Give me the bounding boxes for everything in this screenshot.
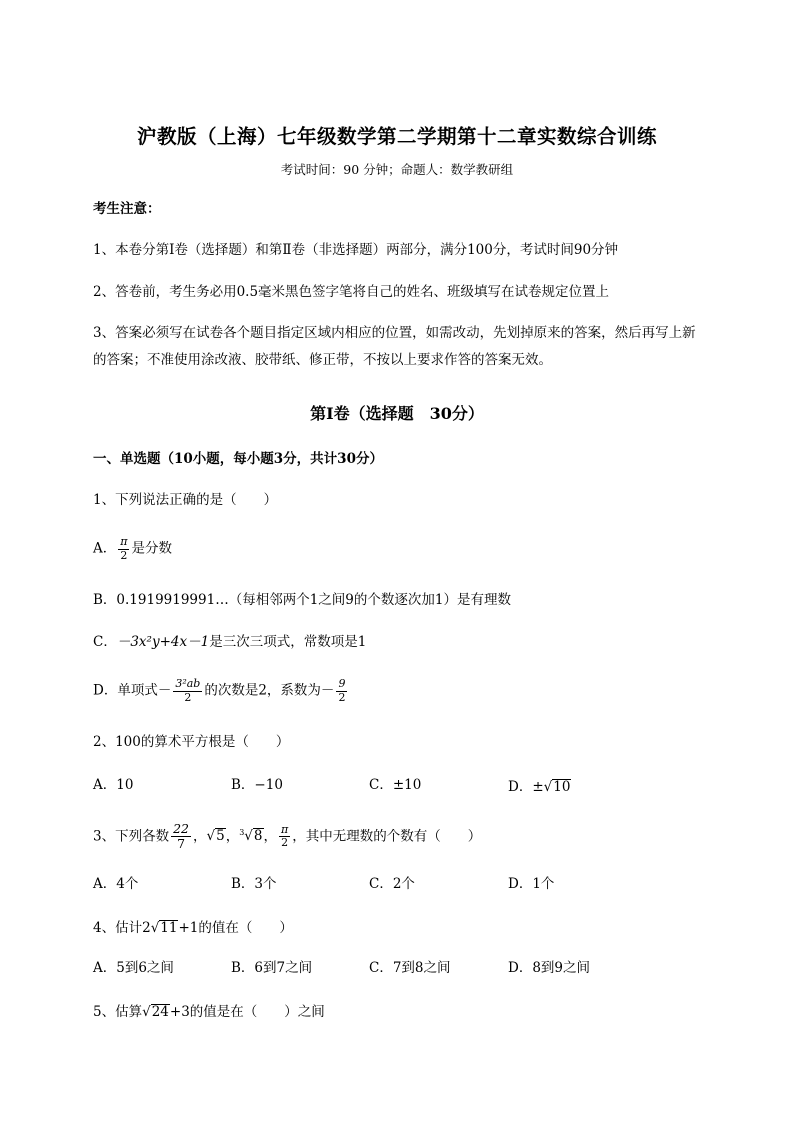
- q3-option-b[interactable]: B．3个: [231, 876, 277, 892]
- separator: ，: [225, 828, 240, 845]
- cube-root-index: 3: [239, 827, 245, 837]
- denominator: 2: [184, 690, 192, 704]
- part-heading: 一、单选题（10小题，每小题3分，共计30分）: [93, 451, 383, 467]
- q3-option-d[interactable]: D．1个: [508, 876, 555, 892]
- sqrt-sign: √: [244, 828, 253, 845]
- separator: ，: [193, 828, 207, 845]
- stem-prefix: 3、下列各数: [93, 828, 170, 845]
- q2-option-b[interactable]: B．−10: [231, 777, 283, 793]
- q3-option-c[interactable]: C．2个: [369, 876, 415, 892]
- q3-option-a[interactable]: A．4个: [93, 876, 139, 892]
- notice-item-1: 1、本卷分第I卷（选择题）和第Ⅱ卷（非选择题）两部分，满分100分，考试时间90分钟: [93, 242, 619, 258]
- option-text: 是分数: [131, 540, 172, 557]
- addend: +1: [178, 920, 199, 936]
- addend: +3: [169, 1004, 190, 1020]
- radicand: 8: [253, 828, 263, 845]
- q4-option-a[interactable]: A．5到6之间: [93, 960, 174, 976]
- numerator: 22: [173, 821, 189, 836]
- sqrt-sign: √: [150, 920, 160, 936]
- notice-item-2: 2、答卷前，考生务必用0.5毫米黑色签字笔将自己的姓名、班级填写在试卷规定位置上: [93, 284, 610, 300]
- fraction: [171, 822, 191, 852]
- sqrt-sign: √: [543, 779, 553, 795]
- option-text: 是三次三项式，常数项是1: [209, 634, 367, 650]
- q4-stem: [93, 920, 293, 936]
- notice-item-3-cont: 的答案；不准使用涂改液、胶带纸、修正带，不按以上要求作答的答案无效。: [93, 352, 552, 368]
- numerator: 9: [338, 677, 346, 690]
- option-label: A．: [93, 540, 117, 557]
- q2-option-a[interactable]: A．10: [93, 777, 134, 793]
- denominator: 2: [281, 836, 289, 850]
- radicand: 5: [216, 828, 225, 845]
- sqrt-sign: √: [206, 828, 216, 845]
- option-text: 的次数是2，系数为－: [204, 682, 335, 699]
- expression: －3x²y+4x－1: [116, 634, 210, 650]
- section-title: 第I卷（选择题 30分）: [310, 404, 484, 423]
- denominator: 7: [177, 836, 186, 852]
- q4-option-d[interactable]: D．8到9之间: [508, 960, 591, 976]
- stem-suffix: 的值是在（ ）之间: [189, 1004, 325, 1020]
- stem-prefix: 4、估计: [93, 920, 143, 936]
- stem-prefix: 5、估算: [93, 1004, 143, 1020]
- q2-option-c[interactable]: C．±10: [369, 777, 422, 793]
- notice-heading: 考生注意：: [93, 201, 161, 217]
- stem-suffix: 的值在（ ）: [198, 920, 293, 936]
- q5-stem: [93, 1004, 325, 1020]
- coefficient: 2: [142, 920, 151, 936]
- q4-option-b[interactable]: B．6到7之间: [231, 960, 313, 976]
- radicand: 11: [160, 920, 178, 936]
- page-title: 沪教版（上海）七年级数学第二学期第十二章实数综合训练: [136, 125, 657, 148]
- numerator: π: [120, 535, 128, 548]
- q4-option-c[interactable]: C．7到8之间: [369, 960, 451, 976]
- denominator: 2: [338, 690, 346, 704]
- q2-stem: 2、100的算术平方根是（ ）: [93, 734, 290, 750]
- fraction: [279, 824, 290, 850]
- option-label: C．: [93, 634, 117, 650]
- separator: ，: [263, 828, 277, 845]
- fraction: [173, 678, 202, 704]
- sqrt-sign: √: [142, 1004, 151, 1020]
- q3-stem: [93, 822, 481, 852]
- q2-option-d[interactable]: [508, 779, 571, 795]
- option-label: D．±: [508, 779, 544, 795]
- q1-option-a[interactable]: [93, 536, 172, 562]
- option-label: D．单项式－: [93, 682, 172, 699]
- numerator: π: [281, 822, 289, 836]
- radicand: 10: [553, 779, 571, 795]
- stem-suffix: ，其中无理数的个数有（ ）: [292, 828, 482, 845]
- exam-info: 考试时间：90 分钟；命题人：数学教研组: [280, 162, 514, 177]
- numerator: 3²ab: [175, 677, 201, 690]
- q1-option-d[interactable]: [93, 678, 349, 704]
- notice-item-3: 3、答案必须写在试卷各个题目指定区域内相应的位置，如需改动，先划掉原来的答案，然后再写上新: [93, 325, 696, 341]
- denominator: 2: [120, 548, 128, 562]
- q1-option-b[interactable]: B．0.1919919991…（每相邻两个1之间9的个数逐次加1）是有理数: [93, 592, 511, 608]
- fraction: [336, 678, 347, 704]
- radicand: 24: [151, 1004, 169, 1020]
- q1-option-c[interactable]: [93, 636, 366, 650]
- fraction: [118, 536, 129, 562]
- q1-stem: 1、下列说法正确的是（ ）: [93, 492, 278, 508]
